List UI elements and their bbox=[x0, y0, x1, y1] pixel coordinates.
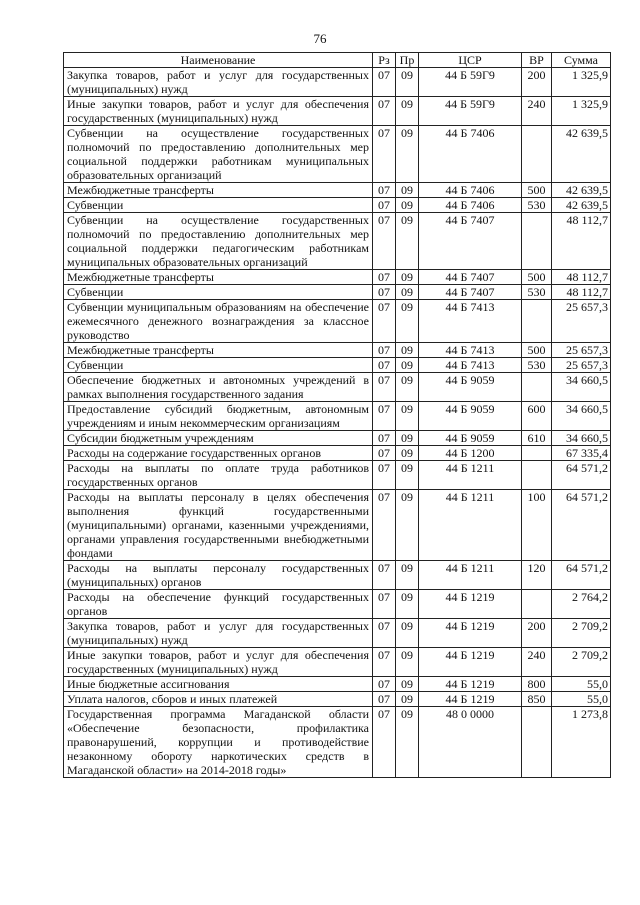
cell-name: Иные закупки товаров, работ и услуг для обеспечения государственных (муниципальных) нужд bbox=[64, 648, 373, 677]
table-row bbox=[64, 619, 611, 648]
cell-rz: 07 bbox=[373, 358, 396, 373]
table-row bbox=[64, 431, 611, 446]
cell-rz: 07 bbox=[373, 402, 396, 431]
table-row bbox=[64, 446, 611, 461]
cell-csr: 44 Б 1219 bbox=[419, 692, 522, 707]
cell-pr: 09 bbox=[396, 270, 419, 285]
cell-sum: 64 571,2 bbox=[552, 561, 611, 590]
table-row bbox=[64, 300, 611, 343]
cell-csr: 44 Б 9059 bbox=[419, 402, 522, 431]
cell-rz: 07 bbox=[373, 285, 396, 300]
cell-name: Межбюджетные трансферты bbox=[64, 270, 373, 285]
cell-sum: 2 709,2 bbox=[552, 648, 611, 677]
table-row bbox=[64, 648, 611, 677]
cell-vr bbox=[522, 590, 552, 619]
cell-pr: 09 bbox=[396, 619, 419, 648]
cell-pr: 09 bbox=[396, 213, 419, 270]
cell-sum: 25 657,3 bbox=[552, 358, 611, 373]
cell-csr: 44 Б 7407 bbox=[419, 285, 522, 300]
cell-rz: 07 bbox=[373, 213, 396, 270]
cell-csr: 44 Б 1211 bbox=[419, 561, 522, 590]
cell-sum: 1 325,9 bbox=[552, 97, 611, 126]
table-row bbox=[64, 343, 611, 358]
cell-sum: 55,0 bbox=[552, 692, 611, 707]
cell-vr bbox=[522, 213, 552, 270]
cell-vr: 500 bbox=[522, 270, 552, 285]
cell-vr: 800 bbox=[522, 677, 552, 692]
cell-pr: 09 bbox=[396, 126, 419, 183]
cell-csr: 44 Б 7407 bbox=[419, 213, 522, 270]
cell-sum: 67 335,4 bbox=[552, 446, 611, 461]
cell-pr: 09 bbox=[396, 692, 419, 707]
cell-pr: 09 bbox=[396, 285, 419, 300]
cell-name: Расходы на выплаты персоналу в целях обеспечения выполнения функций государственными (муниципальными) органами, казенными учреждениями, органами управления государственными внебюджетными фондами bbox=[64, 490, 373, 561]
cell-rz: 07 bbox=[373, 343, 396, 358]
cell-name: Субвенции bbox=[64, 358, 373, 373]
cell-name: Субвенции на осуществление государственных полномочий по предоставлению дополнительных мер социальной поддержки работникам муниципальных образовательных организаций bbox=[64, 126, 373, 183]
cell-name: Субсидии бюджетным учреждениям bbox=[64, 431, 373, 446]
cell-sum: 34 660,5 bbox=[552, 431, 611, 446]
cell-vr: 530 bbox=[522, 198, 552, 213]
cell-csr: 44 Б 59Г9 bbox=[419, 68, 522, 97]
header-name: Наименование bbox=[64, 53, 373, 68]
cell-pr: 09 bbox=[396, 446, 419, 461]
cell-name: Межбюджетные трансферты bbox=[64, 343, 373, 358]
cell-pr: 09 bbox=[396, 358, 419, 373]
cell-sum: 42 639,5 bbox=[552, 126, 611, 183]
cell-vr: 610 bbox=[522, 431, 552, 446]
cell-rz: 07 bbox=[373, 68, 396, 97]
cell-name: Обеспечение бюджетных и автономных учреждений в рамках выполнения государственного задания bbox=[64, 373, 373, 402]
cell-pr: 09 bbox=[396, 677, 419, 692]
cell-rz: 07 bbox=[373, 198, 396, 213]
cell-vr: 500 bbox=[522, 183, 552, 198]
header-pr: Пр bbox=[396, 53, 419, 68]
cell-csr: 44 Б 7406 bbox=[419, 198, 522, 213]
cell-name: Расходы на содержание государственных органов bbox=[64, 446, 373, 461]
cell-sum: 1 273,8 bbox=[552, 707, 611, 778]
cell-vr: 100 bbox=[522, 490, 552, 561]
header-sum: Сумма bbox=[552, 53, 611, 68]
cell-sum: 64 571,2 bbox=[552, 461, 611, 490]
cell-sum: 42 639,5 bbox=[552, 198, 611, 213]
cell-rz: 07 bbox=[373, 126, 396, 183]
cell-pr: 09 bbox=[396, 648, 419, 677]
cell-name: Закупка товаров, работ и услуг для государственных (муниципальных) нужд bbox=[64, 619, 373, 648]
table-row bbox=[64, 692, 611, 707]
cell-csr: 44 Б 7413 bbox=[419, 358, 522, 373]
cell-vr bbox=[522, 373, 552, 402]
cell-pr: 09 bbox=[396, 561, 419, 590]
table-row bbox=[64, 402, 611, 431]
cell-vr: 530 bbox=[522, 285, 552, 300]
cell-sum: 2 709,2 bbox=[552, 619, 611, 648]
cell-csr: 44 Б 9059 bbox=[419, 431, 522, 446]
table-row bbox=[64, 183, 611, 198]
cell-pr: 09 bbox=[396, 300, 419, 343]
cell-csr: 48 0 0000 bbox=[419, 707, 522, 778]
cell-csr: 44 Б 1219 bbox=[419, 619, 522, 648]
cell-csr: 44 Б 1219 bbox=[419, 590, 522, 619]
cell-pr: 09 bbox=[396, 707, 419, 778]
cell-name: Иные закупки товаров, работ и услуг для обеспечения государственных (муниципальных) нужд bbox=[64, 97, 373, 126]
cell-pr: 09 bbox=[396, 431, 419, 446]
table-row bbox=[64, 373, 611, 402]
cell-pr: 09 bbox=[396, 343, 419, 358]
cell-name: Уплата налогов, сборов и иных платежей bbox=[64, 692, 373, 707]
budget-table bbox=[63, 52, 611, 778]
cell-rz: 07 bbox=[373, 707, 396, 778]
cell-vr: 600 bbox=[522, 402, 552, 431]
cell-csr: 44 Б 7406 bbox=[419, 183, 522, 198]
cell-pr: 09 bbox=[396, 461, 419, 490]
table-row bbox=[64, 126, 611, 183]
cell-csr: 44 Б 7406 bbox=[419, 126, 522, 183]
cell-sum: 25 657,3 bbox=[552, 300, 611, 343]
cell-rz: 07 bbox=[373, 648, 396, 677]
cell-pr: 09 bbox=[396, 590, 419, 619]
table-row bbox=[64, 97, 611, 126]
cell-csr: 44 Б 1200 bbox=[419, 446, 522, 461]
table-row bbox=[64, 198, 611, 213]
cell-sum: 42 639,5 bbox=[552, 183, 611, 198]
table-row bbox=[64, 461, 611, 490]
cell-rz: 07 bbox=[373, 446, 396, 461]
cell-vr bbox=[522, 707, 552, 778]
cell-csr: 44 Б 1219 bbox=[419, 677, 522, 692]
page-number: 76 bbox=[313, 31, 327, 46]
cell-pr: 09 bbox=[396, 402, 419, 431]
table-row bbox=[64, 707, 611, 778]
cell-name: Иные бюджетные ассигнования bbox=[64, 677, 373, 692]
cell-sum: 48 112,7 bbox=[552, 213, 611, 270]
cell-vr: 240 bbox=[522, 97, 552, 126]
cell-vr: 200 bbox=[522, 619, 552, 648]
table-row bbox=[64, 213, 611, 270]
cell-pr: 09 bbox=[396, 198, 419, 213]
cell-name: Государственная программа Магаданской области «Обеспечение безопасности, профилактика правонарушений, коррупции и противодействие незаконному обороту наркотических средств в Магаданской области» на 2014-2018 годы» bbox=[64, 707, 373, 778]
cell-csr: 44 Б 7413 bbox=[419, 343, 522, 358]
cell-rz: 07 bbox=[373, 300, 396, 343]
cell-csr: 44 Б 9059 bbox=[419, 373, 522, 402]
cell-sum: 1 325,9 bbox=[552, 68, 611, 97]
cell-name: Предоставление субсидий бюджетным, автономным учреждениям и иным некоммерческим организациям bbox=[64, 402, 373, 431]
cell-vr: 200 bbox=[522, 68, 552, 97]
cell-name: Закупка товаров, работ и услуг для государственных (муниципальных) нужд bbox=[64, 68, 373, 97]
cell-vr bbox=[522, 126, 552, 183]
cell-rz: 07 bbox=[373, 561, 396, 590]
header-rz: Рз bbox=[373, 53, 396, 68]
header-csr: ЦСР bbox=[419, 53, 522, 68]
cell-rz: 07 bbox=[373, 373, 396, 402]
cell-name: Субвенции на осуществление государственных полномочий по предоставлению дополнительных мер социальной поддержки педагогическим работникам муниципальных образовательных организаций bbox=[64, 213, 373, 270]
cell-sum: 48 112,7 bbox=[552, 270, 611, 285]
cell-sum: 48 112,7 bbox=[552, 285, 611, 300]
cell-name: Межбюджетные трансферты bbox=[64, 183, 373, 198]
cell-vr: 240 bbox=[522, 648, 552, 677]
cell-csr: 44 Б 7413 bbox=[419, 300, 522, 343]
cell-sum: 34 660,5 bbox=[552, 373, 611, 402]
cell-csr: 44 Б 7407 bbox=[419, 270, 522, 285]
table-row bbox=[64, 270, 611, 285]
cell-pr: 09 bbox=[396, 97, 419, 126]
cell-rz: 07 bbox=[373, 490, 396, 561]
table-row bbox=[64, 561, 611, 590]
cell-sum: 64 571,2 bbox=[552, 490, 611, 561]
cell-rz: 07 bbox=[373, 677, 396, 692]
table-row bbox=[64, 285, 611, 300]
cell-sum: 34 660,5 bbox=[552, 402, 611, 431]
cell-rz: 07 bbox=[373, 461, 396, 490]
cell-pr: 09 bbox=[396, 183, 419, 198]
cell-name: Субвенции bbox=[64, 198, 373, 213]
cell-vr bbox=[522, 300, 552, 343]
cell-name: Расходы на выплаты персоналу государственных (муниципальных) органов bbox=[64, 561, 373, 590]
cell-name: Расходы на выплаты по оплате труда работников государственных органов bbox=[64, 461, 373, 490]
cell-name: Субвенции bbox=[64, 285, 373, 300]
cell-name: Субвенции муниципальным образованиям на обеспечение ежемесячного денежного вознаграждения за классное руководство bbox=[64, 300, 373, 343]
cell-pr: 09 bbox=[396, 373, 419, 402]
table-row bbox=[64, 677, 611, 692]
cell-csr: 44 Б 1211 bbox=[419, 490, 522, 561]
table-row bbox=[64, 490, 611, 561]
cell-vr: 530 bbox=[522, 358, 552, 373]
cell-vr bbox=[522, 461, 552, 490]
table-row bbox=[64, 358, 611, 373]
table-header-row bbox=[64, 53, 611, 68]
cell-vr: 850 bbox=[522, 692, 552, 707]
cell-rz: 07 bbox=[373, 431, 396, 446]
cell-rz: 07 bbox=[373, 183, 396, 198]
cell-csr: 44 Б 1211 bbox=[419, 461, 522, 490]
cell-sum: 25 657,3 bbox=[552, 343, 611, 358]
cell-sum: 55,0 bbox=[552, 677, 611, 692]
cell-pr: 09 bbox=[396, 490, 419, 561]
cell-csr: 44 Б 1219 bbox=[419, 648, 522, 677]
cell-rz: 07 bbox=[373, 619, 396, 648]
cell-rz: 07 bbox=[373, 692, 396, 707]
cell-rz: 07 bbox=[373, 97, 396, 126]
cell-vr: 120 bbox=[522, 561, 552, 590]
cell-vr: 500 bbox=[522, 343, 552, 358]
header-vr: ВР bbox=[522, 53, 552, 68]
cell-csr: 44 Б 59Г9 bbox=[419, 97, 522, 126]
cell-name: Расходы на обеспечение функций государственных органов bbox=[64, 590, 373, 619]
cell-pr: 09 bbox=[396, 68, 419, 97]
cell-sum: 2 764,2 bbox=[552, 590, 611, 619]
cell-rz: 07 bbox=[373, 590, 396, 619]
table-row bbox=[64, 68, 611, 97]
cell-rz: 07 bbox=[373, 270, 396, 285]
cell-vr bbox=[522, 446, 552, 461]
table-row bbox=[64, 590, 611, 619]
